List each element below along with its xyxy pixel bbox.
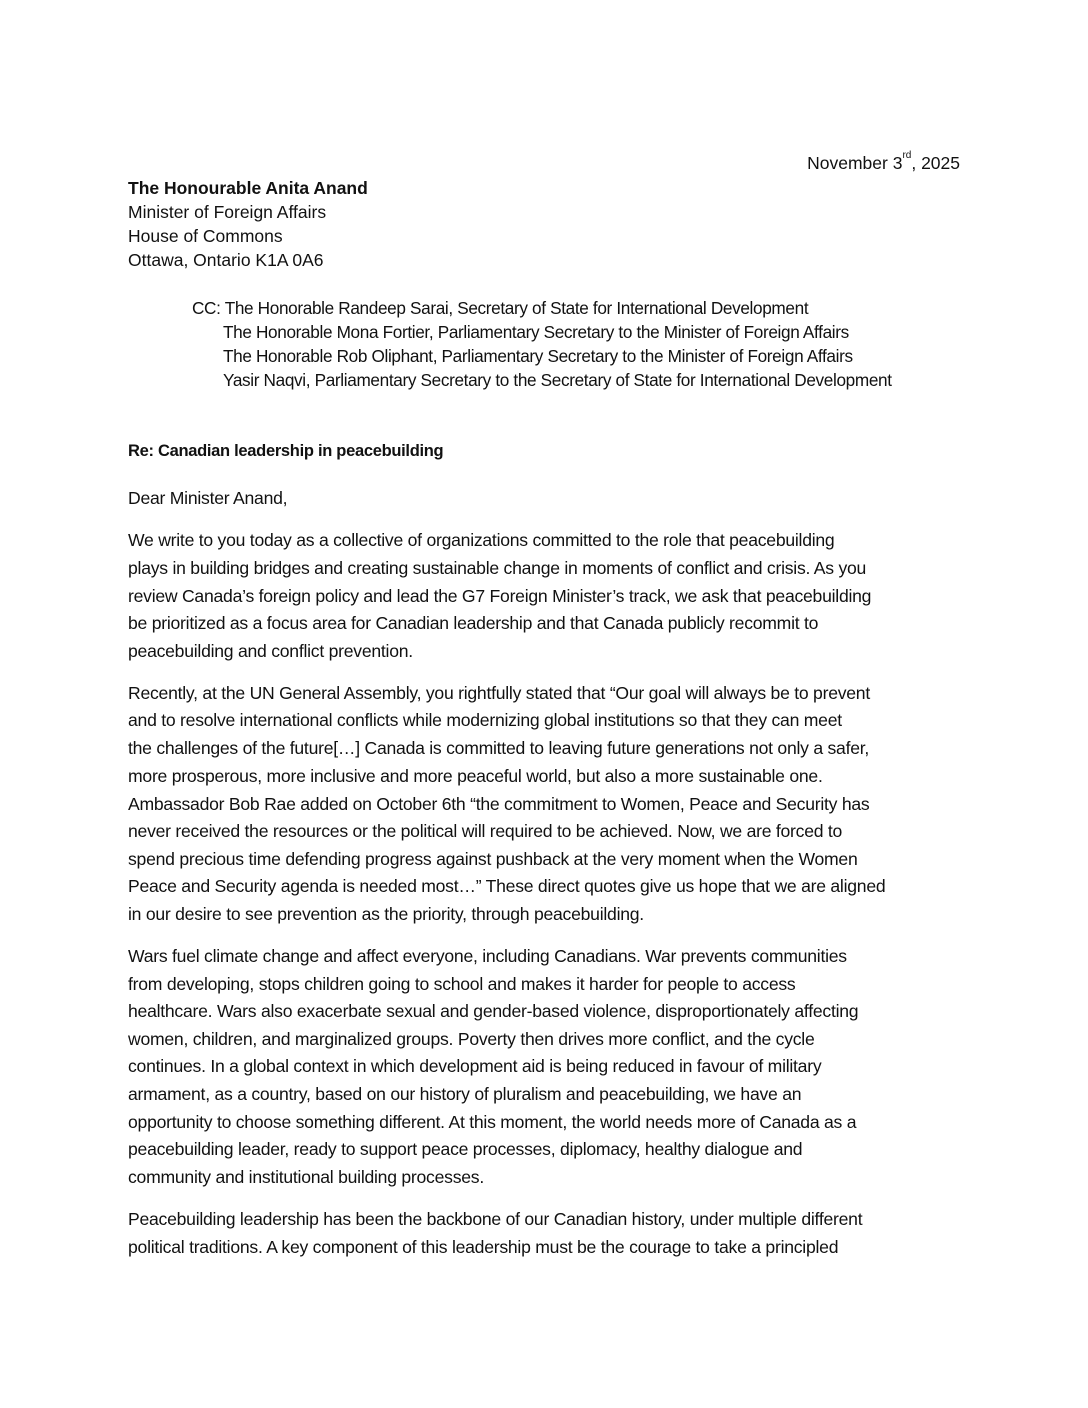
date-prefix: November 3 bbox=[807, 153, 903, 173]
body-line: healthcare. Wars also exacerbate sexual and gender-based violence, disproportionately affecting bbox=[128, 1001, 859, 1021]
body-line: continues. In a global context in which development aid is being reduced in favour of military bbox=[128, 1056, 822, 1076]
body-line: be prioritized as a focus area for Canadian leadership and that Canada publicly recommit to bbox=[128, 613, 819, 633]
body-line: peacebuilding leader, ready to support peace processes, diplomacy, healthy dialogue and bbox=[128, 1139, 803, 1159]
body-line: Peacebuilding leadership has been the backbone of our Canadian history, under multiple different bbox=[128, 1209, 863, 1229]
body-line: peacebuilding and conflict prevention. bbox=[128, 641, 413, 661]
recipient-office: House of Commons bbox=[128, 226, 283, 246]
subject-line: Re: Canadian leadership in peacebuilding bbox=[128, 442, 444, 460]
body-line: Peace and Security agenda is needed most…” These direct quotes give us hope that we are aligned bbox=[128, 876, 886, 896]
date-suffix: , 2025 bbox=[911, 153, 960, 173]
recipient-address: Ottawa, Ontario K1A 0A6 bbox=[128, 250, 324, 270]
body-line: and to resolve international conflicts while modernizing global institutions so that they can meet bbox=[128, 710, 842, 730]
recipient-title: Minister of Foreign Affairs bbox=[128, 202, 327, 222]
body-line: women, children, and marginalized groups. Poverty then drives more conflict, and the cycle bbox=[128, 1029, 815, 1049]
body-line: political traditions. A key component of this leadership must be the courage to take a principled bbox=[128, 1237, 839, 1257]
body-line: opportunity to choose something different. At this moment, the world needs more of Canada as a bbox=[128, 1112, 857, 1132]
body-line: never received the resources or the political will required to be achieved. Now, we are forced to bbox=[128, 821, 843, 841]
date-ordinal: rd bbox=[902, 150, 912, 161]
cc-line: The Honorable Mona Fortier, Parliamentary Secretary to the Minister of Foreign Affairs bbox=[223, 322, 849, 342]
body-line: We write to you today as a collective of organizations committed to the role that peacebuilding bbox=[128, 530, 835, 550]
body-line: more prosperous, more inclusive and more peaceful world, but also a more sustainable one. bbox=[128, 766, 823, 786]
body-line: in our desire to see prevention as the priority, through peacebuilding. bbox=[128, 904, 644, 924]
body-line: from developing, stops children going to school and makes it harder for people to access bbox=[128, 974, 796, 994]
recipient-name: The Honourable Anita Anand bbox=[128, 178, 368, 198]
body-line: the challenges of the future[…] Canada is committed to leaving future generations not only a safer, bbox=[128, 738, 870, 758]
cc-recipient: The Honorable Randeep Sarai, Secretary of State for International Development bbox=[224, 298, 809, 318]
body-line: plays in building bridges and creating sustainable change in moments of conflict and crisis. As you bbox=[128, 558, 867, 578]
letter-date bbox=[807, 150, 960, 174]
salutation: Dear Minister Anand, bbox=[128, 488, 288, 508]
cc-line: Yasir Naqvi, Parliamentary Secretary to the Secretary of State for International Development bbox=[223, 370, 892, 390]
body-line: spend precious time defending progress against pushback at the very moment when the Women bbox=[128, 849, 858, 869]
body-line: Recently, at the UN General Assembly, you rightfully stated that “Our goal will always be to prevent bbox=[128, 683, 870, 703]
cc-label: CC: bbox=[192, 298, 221, 318]
body-line: community and institutional building processes. bbox=[128, 1167, 484, 1187]
body-line: Wars fuel climate change and affect everyone, including Canadians. War prevents communities bbox=[128, 946, 847, 966]
body-line: armament, as a country, based on our history of pluralism and peacebuilding, we have an bbox=[128, 1084, 802, 1104]
cc-line bbox=[192, 298, 808, 318]
cc-line: The Honorable Rob Oliphant, Parliamentary Secretary to the Minister of Foreign Affairs bbox=[223, 346, 853, 366]
body-line: Ambassador Bob Rae added on October 6th “the commitment to Women, Peace and Security has bbox=[128, 794, 870, 814]
body-line: review Canada’s foreign policy and lead the G7 Foreign Minister’s track, we ask that peacebuilding bbox=[128, 586, 872, 606]
